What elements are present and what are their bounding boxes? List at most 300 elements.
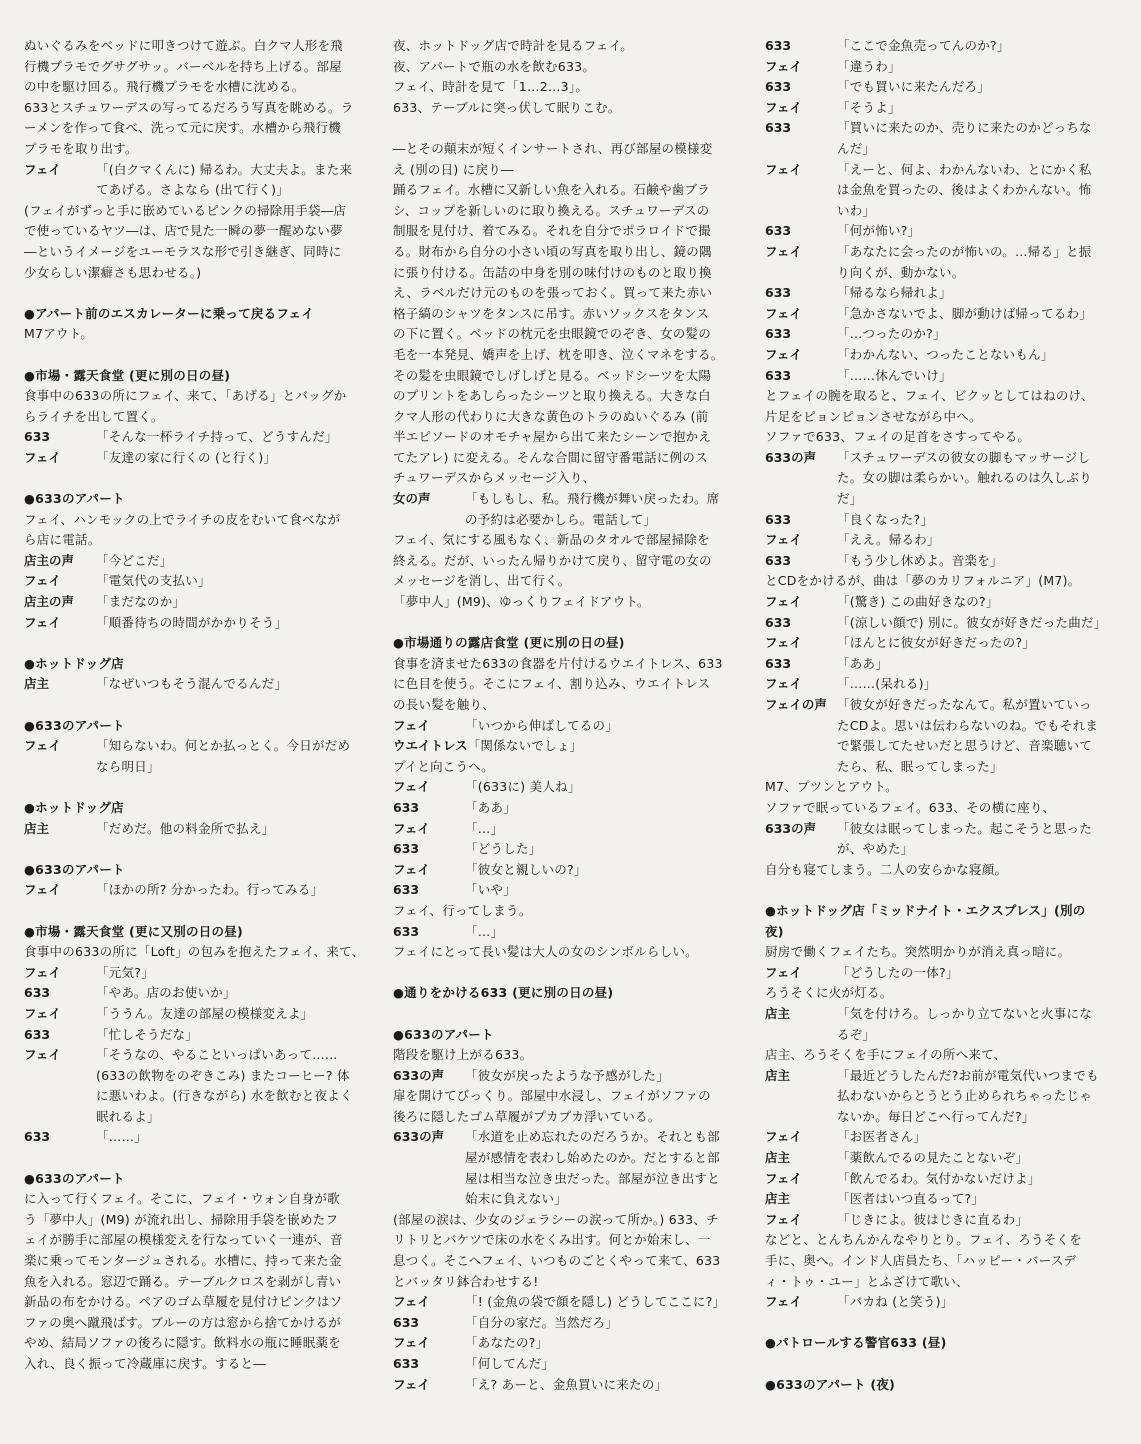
speaker-name: 633の声 — [393, 1067, 445, 1083]
dialogue-text — [837, 1189, 984, 1210]
dialogue-text — [837, 510, 933, 531]
speaker-name: 633の声 — [765, 820, 817, 836]
text-line: 楽に乗ってモンタージュされる。水槽に、持って来た金 — [24, 1253, 342, 1269]
speaker-name: フェイ — [765, 346, 802, 362]
dialogue-line — [24, 1127, 374, 1148]
speaker-name: 633 — [765, 326, 792, 342]
text-line: 新品の布をかける。ペアのゴム草履を見付けピンクはソ — [24, 1294, 343, 1310]
dialogue-line — [24, 613, 374, 634]
dialogue-text — [465, 839, 542, 860]
dialogue-text — [465, 819, 503, 840]
text-line: いわ」 — [837, 202, 876, 218]
dialogue-text — [96, 427, 338, 448]
text-line: ィ・トゥ・ユー」とふざけて歌い、 — [765, 1273, 969, 1289]
dialogue-text — [465, 1127, 720, 1209]
text-line: (部屋の涙は、少女のジェラシーの涙って所か。) 633、チ — [393, 1211, 719, 1227]
speaker-name: フェイ — [765, 1294, 802, 1310]
scene-heading: ●633のアパート — [24, 1170, 125, 1186]
dialogue-text — [465, 922, 503, 943]
spacer — [393, 1004, 745, 1025]
dialogue-line — [765, 633, 1117, 654]
stage-direction — [24, 36, 374, 160]
text-line: フェイ、ハンモックの上でライチの皮をむいて食べなが — [24, 511, 341, 527]
stage-direction — [24, 386, 374, 427]
dialogue-line — [765, 963, 1117, 984]
speaker-name: 女の声 — [393, 491, 431, 507]
text-line: その髪を虫眼鏡でしげしげと見る。ベッドシーツを太陽 — [393, 367, 712, 383]
dialogue-line — [765, 118, 1117, 159]
spacer — [24, 777, 374, 798]
text-line: 「彼女と親しいの?」 — [465, 861, 587, 877]
dialogue-line — [765, 613, 1117, 634]
dialogue-line — [24, 1004, 374, 1025]
dialogue-text — [837, 551, 1003, 572]
speaker-name: 633 — [393, 1356, 420, 1371]
text-line: 「薬飲んでるの見たことないぞ」 — [837, 1150, 1029, 1166]
text-line: 格子縞のシャツをタンスに吊す。赤いソックスをタンス — [393, 305, 710, 321]
text-line: 「彼女は眠ってしまった。起こそうと思った — [837, 820, 1093, 836]
scene-heading: ●633のアパート — [24, 861, 125, 877]
text-line: た。女の脚は柔らかい。触れるのは久しぶり — [837, 470, 1093, 486]
text-line: 少女らしい潔癖さも思わせる。) — [24, 264, 202, 280]
text-line: 「何してんだ」 — [465, 1356, 555, 1371]
dialogue-text — [837, 1169, 1041, 1190]
dialogue-line — [393, 1292, 745, 1313]
text-line: たCDよ。思いは伝わらないのね。でもそれま — [837, 717, 1099, 733]
text-line: 片足をピョンピョンさせながら中へ。 — [765, 408, 982, 424]
dialogue-text — [96, 551, 173, 572]
dialogue-line — [765, 1189, 1117, 1210]
dialogue-text — [837, 1148, 1028, 1169]
dialogue-line — [24, 571, 374, 592]
dialogue-text — [837, 118, 1092, 159]
dialogue-line — [393, 716, 745, 737]
dialogue-line — [24, 819, 374, 840]
text-line: 始末に負えない」 — [465, 1191, 568, 1207]
text-line: 「違うわ」 — [837, 58, 901, 74]
dialogue-text — [96, 571, 211, 592]
spacer — [24, 901, 374, 922]
text-line: 「だめだ。他の料金所で払え」 — [96, 820, 275, 836]
text-line: シ、コップを新しいのに取り換える。スチュワーデスの — [393, 202, 710, 218]
text-line: フェイ、行ってしまう。 — [393, 902, 532, 918]
scene-heading: ●ホットドッグ店「ミッドナイト・エクスプレス」(別の — [765, 902, 1086, 918]
dialogue-line — [393, 1354, 745, 1375]
stage-direction — [393, 139, 745, 489]
text-line: 「…つったのか?」 — [837, 326, 946, 342]
text-line: で緊張してたせいだと思うけど、音楽聴いて — [837, 738, 1093, 754]
stage-direction — [393, 530, 745, 612]
text-line: 「(白クマくんに) 帰るわ。大丈夫よ。また来 — [96, 161, 353, 177]
speaker-name: フェイの声 — [765, 697, 827, 712]
text-line: なら明日」 — [96, 758, 160, 774]
dialogue-text — [96, 819, 275, 840]
speaker-name: 店主 — [24, 820, 50, 836]
text-line: 「電気代の支払い」 — [96, 573, 211, 589]
text-line: クマ人形の代わりに大きな黄色のトラのぬいぐるみ (前 — [393, 408, 709, 424]
text-line: 「もしもし、私。飛行機が舞い戻ったわ。席 — [465, 491, 720, 507]
spacer — [24, 345, 374, 366]
text-line: 「バカね (と笑う)」 — [837, 1294, 954, 1310]
speaker-name: 店主 — [24, 676, 50, 692]
text-line: 「まだなのか」 — [96, 594, 186, 610]
text-line: 「ほんとに彼女が好きだったの?」 — [837, 635, 1036, 651]
text-line: 「ここで金魚売ってんのか?」 — [837, 38, 1010, 53]
spacer — [24, 695, 374, 716]
dialogue-text — [837, 613, 1106, 634]
dialogue-text — [468, 736, 583, 757]
speaker-name: 633 — [24, 1129, 51, 1145]
text-line: が、やめた」 — [837, 841, 914, 857]
text-line: ソファで633、フェイの足首をさすってやる。 — [765, 429, 1031, 445]
dialogue-text — [96, 880, 323, 901]
dialogue-line — [765, 366, 1117, 387]
text-line: 厨房で働くフェイたち。突然明かりが消え真っ暗に。 — [765, 944, 1071, 960]
text-line: 「自分の家だ。当然だろ」 — [465, 1314, 619, 1330]
text-line: とバッタリ鉢合わせする! — [393, 1273, 539, 1289]
dialogue-line — [765, 98, 1117, 119]
dialogue-text — [96, 1127, 147, 1148]
text-line: 「順番待ちの時間がかかりそう」 — [96, 614, 288, 630]
stage-direction — [765, 860, 1117, 881]
speaker-name: フェイ — [393, 861, 430, 877]
text-line: 「ううん。友達の部屋の模様変えよ」 — [96, 1005, 314, 1021]
text-line: ソファで眠っているフェイ。633、その横に座り、 — [765, 799, 1056, 815]
dialogue-text — [837, 633, 1035, 654]
stage-direction — [765, 777, 1117, 818]
dialogue-line — [24, 1025, 374, 1046]
speaker-name: 633 — [765, 655, 792, 671]
stage-direction — [393, 757, 745, 778]
stage-direction — [765, 983, 1117, 1004]
text-line: 「……(呆れる)」 — [837, 676, 937, 692]
dialogue-line — [393, 1313, 745, 1334]
dialogue-text — [837, 530, 940, 551]
text-line: ないか。毎日どこへ行ってんだ?」 — [837, 1108, 1035, 1124]
dialogue-text — [465, 1354, 554, 1375]
text-line: 「ああ」 — [465, 799, 517, 815]
text-line: 夜、アパートで瓶の水を飲む633。 — [393, 58, 596, 74]
spacer — [24, 633, 374, 654]
text-line: ―とその顛末が短くインサートされ、再び部屋の模様変 — [393, 140, 713, 156]
text-line: 眠れるよ」 — [96, 1108, 160, 1124]
text-line: 「夢中人」(M9)、ゆっくりフェイドアウト。 — [393, 594, 650, 610]
text-line: 「あなたの?」 — [465, 1335, 549, 1351]
dialogue-line — [765, 551, 1117, 572]
speaker-name: 633 — [765, 38, 792, 53]
text-line: 「友達の家に行くの (と行く)」 — [96, 449, 277, 465]
text-line: 夜、ホットドッグ店で時計を見るフェイ。 — [393, 38, 634, 53]
dialogue-text — [96, 674, 287, 695]
speaker-name: 633 — [765, 285, 792, 301]
text-line: 自分も寝てしまう。二人の安らかな寝顔。 — [765, 861, 1008, 877]
text-line: 「飲んでるわ。気付かないだけよ」 — [837, 1170, 1041, 1186]
dialogue-line — [393, 777, 745, 798]
text-line: 「どうした」 — [465, 841, 542, 857]
dialogue-line — [24, 880, 374, 901]
text-line: 633とスチュワーデスの写ってるだろう写真を眺める。ラ — [24, 99, 354, 115]
speaker-name: 633 — [765, 511, 792, 527]
stage-direction — [24, 1189, 374, 1374]
speaker-name: 633 — [393, 799, 420, 815]
text-line: ―というイメージをユーモラスな形で引き継ぎ、同時に — [24, 243, 342, 259]
text-line: う「夢中人」(M9) が流れ出し、掃除用手袋を嵌めたフ — [24, 1211, 339, 1227]
spacer — [24, 468, 374, 489]
speaker-name: フェイ — [765, 594, 802, 610]
dialogue-line — [765, 242, 1117, 283]
dialogue-text — [465, 880, 516, 901]
dialogue-text — [465, 1375, 667, 1396]
stage-direction — [393, 1086, 745, 1127]
text-line: 手に、奥へ。インド人店員たち、「ハッピー・バースデ — [765, 1253, 1077, 1269]
spacer — [393, 963, 745, 984]
text-line: 入れ、良く振って冷蔵庫に戻す。すると― — [24, 1356, 267, 1371]
dialogue-text — [837, 695, 1098, 777]
dialogue-text — [837, 1127, 926, 1148]
scene-heading: 夜) — [765, 923, 784, 939]
speaker-name: フェイ — [765, 243, 802, 259]
dialogue-line — [765, 530, 1117, 551]
text-line: てあげる。さよなら (出て行く)」 — [96, 182, 289, 198]
speaker-name: フェイ — [24, 882, 61, 898]
text-line: フェイにとって長い髪は大人の女のシンボルらしい。 — [393, 944, 698, 960]
text-line: 半エピソードのオモチャ屋から出て来たシーンで抱かえ — [393, 429, 712, 445]
speaker-name: フェイ — [24, 738, 61, 754]
text-line: り向くが、動かない。 — [837, 264, 965, 280]
text-line: 「今どこだ」 — [96, 552, 173, 568]
text-line: 「何が怖い?」 — [837, 223, 921, 239]
stage-direction — [393, 1045, 745, 1066]
text-line: 「でも買いに来たんだろ」 — [837, 79, 991, 95]
dialogue-text — [837, 304, 1092, 325]
text-line: 「そうよ」 — [837, 99, 901, 115]
text-line: (フェイがずっと手に嵌めているピンクの掃除用手袋―店 — [24, 202, 347, 218]
dialogue-line — [765, 1004, 1117, 1045]
dialogue-line — [765, 448, 1117, 510]
speaker-name: フェイ — [765, 676, 802, 692]
speaker-name: フェイ — [393, 1376, 430, 1392]
text-line: 「関係ないでしょ」 — [467, 738, 583, 754]
dialogue-line — [765, 36, 1117, 57]
text-line: 「そんな一杯ライチ持って、どうすんだ」 — [96, 429, 338, 445]
text-line: 「ええ。帰るわ」 — [837, 532, 940, 548]
dialogue-text — [465, 1313, 618, 1334]
dialogue-text — [837, 98, 901, 119]
dialogue-line — [765, 695, 1117, 777]
dialogue-line — [393, 798, 745, 819]
speaker-name: フェイ — [24, 1047, 61, 1063]
text-line: ら店に電話。 — [24, 532, 101, 548]
dialogue-line — [765, 77, 1117, 98]
dialogue-text — [465, 489, 720, 530]
speaker-name: 店主 — [765, 1150, 791, 1166]
dialogue-text — [837, 36, 1010, 57]
spacer — [765, 1313, 1117, 1334]
text-line: 終える。だが、いったん帰りかけて戻り、留守電の女の — [393, 552, 712, 568]
text-line: 「ほかの所? 分かったわ。行ってみる」 — [96, 882, 324, 898]
dialogue-text — [465, 798, 516, 819]
text-line: ぬいぐるみをベッドに叩きつけて遊ぶ。白クマ人形を飛 — [24, 38, 344, 53]
text-line: 「(驚き) この曲好きなの?」 — [837, 594, 999, 610]
speaker-name: フェイ — [765, 1170, 802, 1186]
text-line: 「医者はいつ直るって?」 — [837, 1191, 985, 1207]
dialogue-line — [393, 880, 745, 901]
text-line: え、ラベルだけ元のものを張っておく。買って来た赤い — [393, 285, 713, 301]
stage-direction — [393, 654, 745, 716]
dialogue-line — [393, 1127, 745, 1209]
dialogue-line — [24, 160, 374, 201]
speaker-name: フェイ — [765, 532, 802, 548]
scene-heading: ●633のアパート — [393, 1026, 494, 1042]
text-line: 「なぜいつもそう混んでるんだ」 — [96, 676, 288, 692]
text-line: やめ、結局ソファの後ろに隠す。飲料水の瓶に睡眠薬を — [24, 1335, 342, 1351]
stage-direction — [393, 36, 745, 118]
text-line: 「忙しそうだな」 — [96, 1026, 199, 1042]
scene-heading: ●市場・露天食堂 (更に又別の日の昼) — [24, 923, 243, 939]
speaker-name: フェイ — [765, 99, 802, 115]
dialogue-text — [837, 819, 1092, 860]
stage-direction — [393, 942, 745, 963]
text-line: 行機プラモでグサグサッ。バーベルを持ち上げる。部屋 — [24, 58, 343, 74]
text-line: だ」 — [837, 491, 863, 507]
dialogue-text — [96, 613, 287, 634]
dialogue-text — [837, 366, 952, 387]
text-line: で使っているヤツ―は、店で見た一瞬の夢一醒めない夢 — [24, 223, 343, 239]
dialogue-line — [765, 1292, 1117, 1313]
spacer — [393, 118, 745, 139]
dialogue-text — [96, 736, 350, 777]
text-line: 毛を一本発見、嬌声を上げ、枕を叩き、泣くマネをする。 — [393, 346, 724, 362]
speaker-name: フェイ — [24, 449, 61, 465]
dialogue-line — [393, 1066, 745, 1087]
dialogue-text — [837, 283, 952, 304]
dialogue-text — [837, 592, 999, 613]
dialogue-line — [765, 1148, 1117, 1169]
spacer — [24, 1148, 374, 1169]
text-line: フェイ、気にする風もなく、新品のタオルで部屋掃除を — [393, 532, 710, 548]
text-line: 「最近どうしたんだ?お前が電気代いつまでも — [837, 1067, 1099, 1083]
dialogue-text — [837, 1066, 1099, 1128]
dialogue-line — [765, 345, 1117, 366]
scene-heading: ●市場・露天食堂 (更に別の日の昼) — [24, 367, 231, 383]
dialogue-line — [24, 427, 374, 448]
text-line: んだ」 — [837, 140, 876, 156]
text-line: 「気を付けろ。しっかり立てないと火事にな — [837, 1005, 1093, 1021]
dialogue-text — [96, 1004, 314, 1025]
text-line: チュワーデスからメッセージ入り、 — [393, 470, 596, 486]
speaker-name: フェイ — [24, 161, 61, 177]
speaker-name: フェイ — [393, 717, 430, 733]
text-line: などと、とんちんかんなやりとり。フェイ、ろうそくを — [765, 1232, 1083, 1248]
text-line: 食事を済ませた633の食器を片付けるウエイトレス、633 — [393, 655, 723, 671]
dialogue-line — [765, 1066, 1117, 1128]
scene-heading: ●633のアパート — [24, 491, 125, 507]
speaker-name: フェイ — [765, 58, 802, 74]
dialogue-line — [393, 736, 745, 757]
speaker-name: フェイ — [765, 635, 802, 651]
dialogue-line — [24, 592, 374, 613]
dialogue-line — [393, 1375, 745, 1396]
text-line: 「(涼しい顔で) 別に。彼女が好きだった曲だ」 — [837, 614, 1107, 630]
column-middle — [393, 36, 745, 1395]
dialogue-line — [393, 819, 745, 840]
speaker-name: 633 — [765, 367, 792, 383]
stage-direction — [24, 510, 374, 551]
text-line: 食事中の633の所に「Loft」の包みを抱えたフェイ、来て、 — [24, 944, 365, 960]
dialogue-line — [765, 1210, 1117, 1231]
dialogue-line — [765, 1127, 1117, 1148]
speaker-name: 633 — [765, 552, 792, 568]
dialogue-text — [465, 716, 618, 737]
dialogue-text — [837, 963, 959, 984]
text-line: 「えーと、何よ、わかんないわ、とにかく私 — [837, 161, 1092, 177]
speaker-name: 店主の声 — [24, 594, 75, 610]
speaker-name: フェイ — [765, 305, 802, 321]
dialogue-text — [465, 860, 587, 881]
speaker-name: 633 — [24, 985, 51, 1001]
dialogue-text — [837, 324, 946, 345]
text-line: 魚を入れる。窓辺で踊る。テーブルクロスを剥がし青い — [24, 1273, 342, 1289]
text-line: 「え? あーと、金魚買いに来たの」 — [465, 1376, 668, 1392]
dialogue-text — [837, 57, 901, 78]
dialogue-text — [837, 345, 1054, 366]
speaker-name: フェイ — [393, 1335, 430, 1351]
text-line: ファの奥へ蹴飛ばす。ブルーの方は窓から捨てかけるが — [24, 1314, 342, 1330]
dialogue-line — [765, 1169, 1117, 1190]
speaker-name: 633 — [765, 223, 792, 239]
speaker-name: フェイ — [24, 573, 61, 589]
speaker-name: 店主 — [765, 1067, 791, 1083]
text-line: の中を駆け回る。飛行機プラモを水槽に沈める。 — [24, 79, 305, 95]
speaker-name: フェイ — [765, 1211, 802, 1227]
text-line: 「! (金魚の袋で顔を隠し) どうしてここに?」 — [465, 1294, 726, 1310]
text-line: 踊るフェイ。水槽に又新しい魚を入れる。石鹸や歯ブラ — [393, 182, 711, 198]
scene-heading: ●アパート前のエスカレーターに乗って戻るフェイ — [24, 305, 315, 321]
stage-direction — [765, 1230, 1117, 1292]
dialogue-text — [465, 1333, 548, 1354]
text-line: 「どうしたの一体?」 — [837, 964, 959, 980]
stage-direction — [765, 571, 1117, 592]
text-line: の長い髪を触り、 — [393, 697, 496, 712]
speaker-name: フェイ — [393, 820, 430, 836]
speaker-name: 633 — [393, 1314, 420, 1330]
text-line: とフェイの腕を取ると、フェイ、ビクッとしてはねのけ、 — [765, 388, 1094, 404]
text-line: リトリとバケツで床の水をくみ出す。何とか始末し、一 — [393, 1232, 711, 1248]
dialogue-line — [393, 489, 745, 530]
speaker-name: フェイ — [393, 1294, 430, 1310]
speaker-name: 店主 — [765, 1005, 791, 1021]
dialogue-line — [765, 674, 1117, 695]
text-line: 「知らないわ。何とか払っとく。今日がだめ — [96, 738, 351, 754]
dialogue-text — [837, 221, 920, 242]
spacer — [24, 839, 374, 860]
speaker-name: フェイ — [765, 1129, 802, 1145]
dialogue-line — [765, 160, 1117, 222]
text-line: 「もう少し休めよ。音楽を」 — [837, 552, 1003, 568]
speaker-name: フェイ — [24, 1005, 61, 1021]
text-line: ーメンを作って食べ、洗って元に戻す。水槽から飛行機 — [24, 120, 342, 136]
dialogue-text — [837, 242, 1092, 283]
text-line: 後ろに隠したゴム草履がプカプカ浮いている。 — [393, 1108, 661, 1124]
scene-heading: ●ホットドッグ店 — [24, 655, 124, 671]
stage-direction — [765, 386, 1117, 448]
dialogue-text — [837, 1292, 953, 1313]
text-line: は金魚を買ったの、後はよくわかんない。怖 — [837, 182, 1092, 198]
speaker-name: 633 — [765, 120, 792, 136]
speaker-name: 店主 — [765, 1191, 791, 1207]
stage-direction — [765, 942, 1117, 963]
speaker-name: フェイ — [24, 614, 61, 630]
